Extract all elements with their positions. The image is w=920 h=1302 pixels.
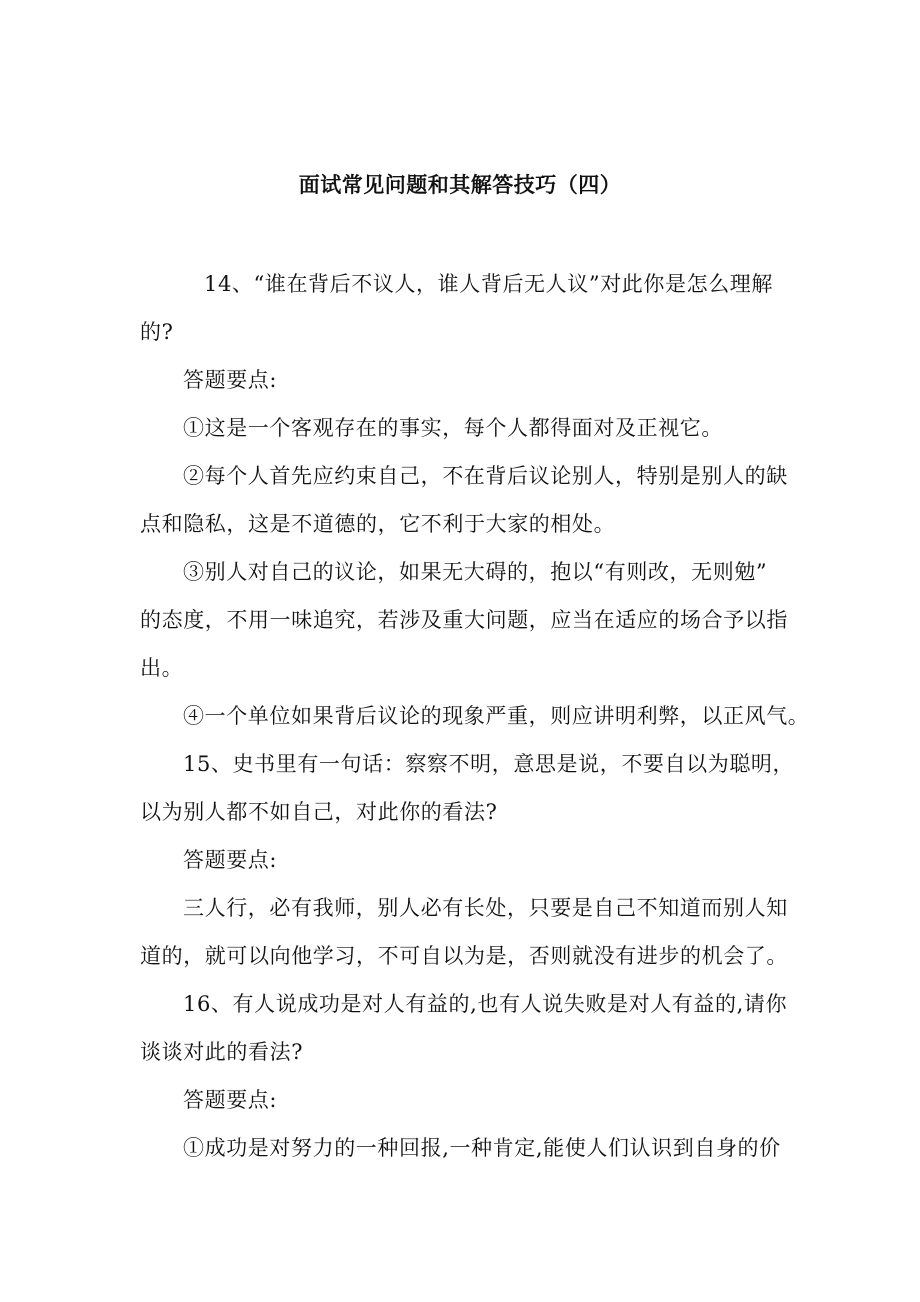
answer-16-point-1: ①成功是对努力的一种回报,一种肯定,能使人们认识到自身的价	[183, 1136, 781, 1160]
question-14-line-1: 14、“谁在背后不议人，谁人背后无人议”对此你是怎么理解	[204, 272, 773, 296]
answer-heading: 答题要点:	[183, 1088, 278, 1112]
answer-15-line-1: 三人行，必有我师，别人必有长处，只要是自己不知道而别人知	[183, 896, 788, 920]
answer-heading: 答题要点:	[183, 368, 278, 392]
answer-point-3-line-1: ③别人对自己的议论，如果无大碍的，抱以“有则改，无则勉”	[183, 560, 768, 584]
question-16-line-2: 谈谈对此的看法?	[140, 1040, 304, 1064]
answer-heading: 答题要点:	[183, 848, 278, 872]
answer-point-4: ④一个单位如果背后议论的现象严重，则应讲明利弊，以正风气。	[183, 704, 810, 728]
answer-point-2-line-2: 点和隐私，这是不道德的，它不利于大家的相处。	[140, 512, 616, 536]
question-14-line-2: 的?	[140, 320, 174, 344]
answer-15-line-2: 道的，就可以向他学习，不可自以为是，否则就没有进步的机会了。	[140, 944, 788, 968]
answer-point-2-line-1: ②每个人首先应约束自己，不在背后议论别人，特别是别人的缺	[183, 464, 788, 488]
question-16-line-1: 16、有人说成功是对人有益的,也有人说失败是对人有益的,请你	[183, 992, 788, 1016]
answer-point-1: ①这是一个客观存在的事实，每个人都得面对及正视它。	[183, 416, 723, 440]
answer-point-3-line-2: 的态度，不用一味追究，若涉及重大问题，应当在适应的场合予以指	[140, 608, 788, 632]
question-15-line-1: 15、史书里有一句话：察察不明，意思是说，不要自以为聪明，	[183, 752, 795, 776]
document-title: 面试常见问题和其解答技巧（四）	[298, 172, 622, 197]
answer-point-3-line-3: 出。	[140, 656, 184, 680]
question-15-line-2: 以为别人都不如自己，对此你的看法?	[140, 800, 498, 824]
